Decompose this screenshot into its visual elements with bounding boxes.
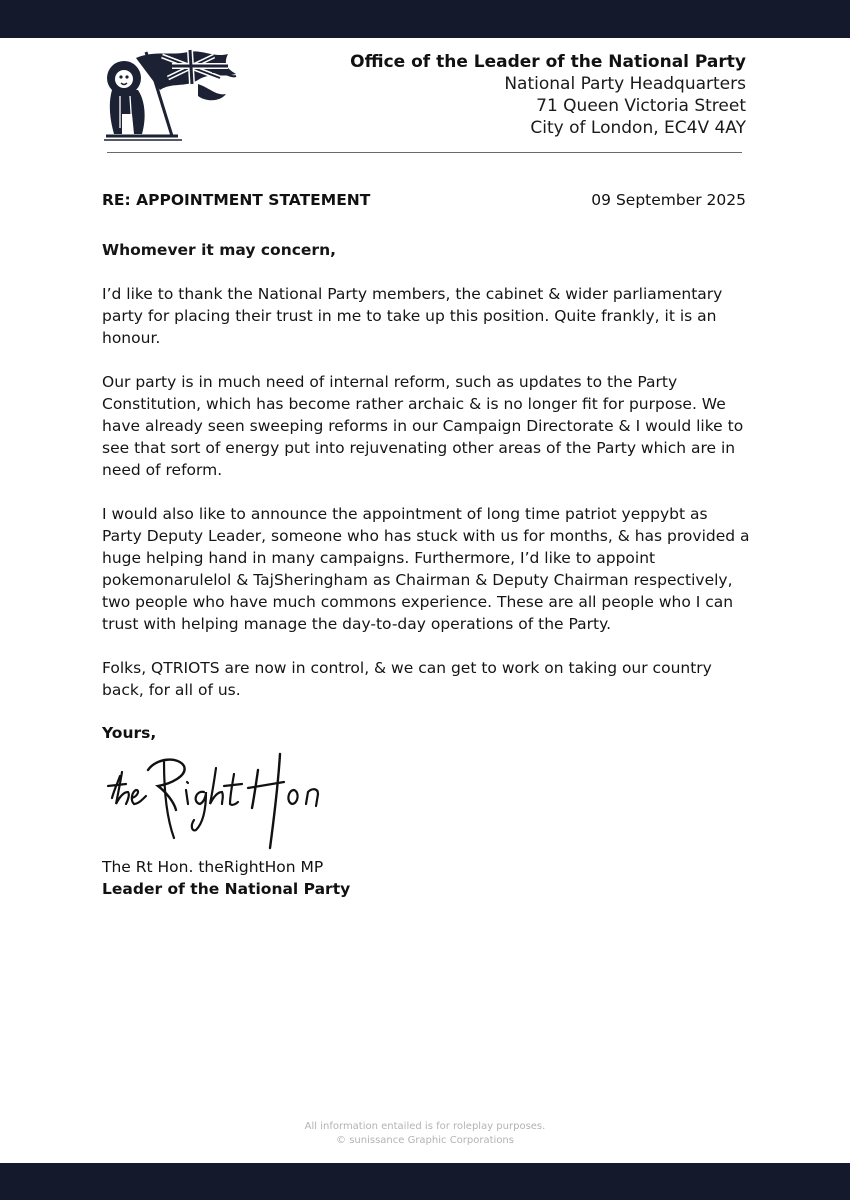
subject-line: RE: APPOINTMENT STATEMENT [102,191,371,209]
letter-date: 09 September 2025 [591,191,746,209]
header-divider [107,152,742,153]
address-line-2: 71 Queen Victoria Street [536,96,746,116]
closing: Yours, [102,724,157,742]
signer-title: Leader of the National Party [102,880,351,898]
salutation: Whomever it may concern, [102,241,336,259]
paragraph-3: I would also like to announce the appointment of long time patriot yeppybt as Party Deputy Leader, someone who has stuck with us for months, & has provided a huge helping hand in many campaigns. Furthermore, I’d like to appoint pokemonarulelol & TajSheringham as Chairman & Deputy Chairman respectively, two people who have much commons experience. These are all people who I can trust with helping manage the day-to-day operations of the Party. [102,505,750,633]
office-title: Office of the Leader of the National Party [350,52,746,72]
office-address [350,51,746,139]
lion-flag-logo [102,44,238,142]
signature [104,746,334,854]
bottom-band [0,1163,850,1200]
signer-name: The Rt Hon. theRightHon MP [102,858,324,876]
paragraph-1: I’d like to thank the National Party members, the cabinet & wider parliamentary party for placing their trust in me to take up this position. Quite frankly, it is an honour. [102,285,723,347]
paragraph-2: Our party is in much need of internal reform, such as updates to the Party Constitution, which has become rather archaic & is no longer fit for purpose. We have already seen sweeping reforms in our Campaign Directorate & I would like to see that sort of energy put into rejuvenating other areas of the Party which are in need of reform. [102,373,744,479]
footer-disclaimer: All information entailed is for roleplay purposes. [304,1121,546,1132]
paragraph-4: Folks, QTRIOTS are now in control, & we can get to work on taking our country back, for all of us. [102,659,712,699]
top-band [0,0,850,38]
address-line-3: City of London, EC4V 4AY [530,118,746,138]
letter-body [102,239,752,723]
footer [0,1120,850,1148]
footer-copyright: © sunissance Graphic Corporations [336,1135,514,1146]
address-line-1: National Party Headquarters [504,74,746,94]
